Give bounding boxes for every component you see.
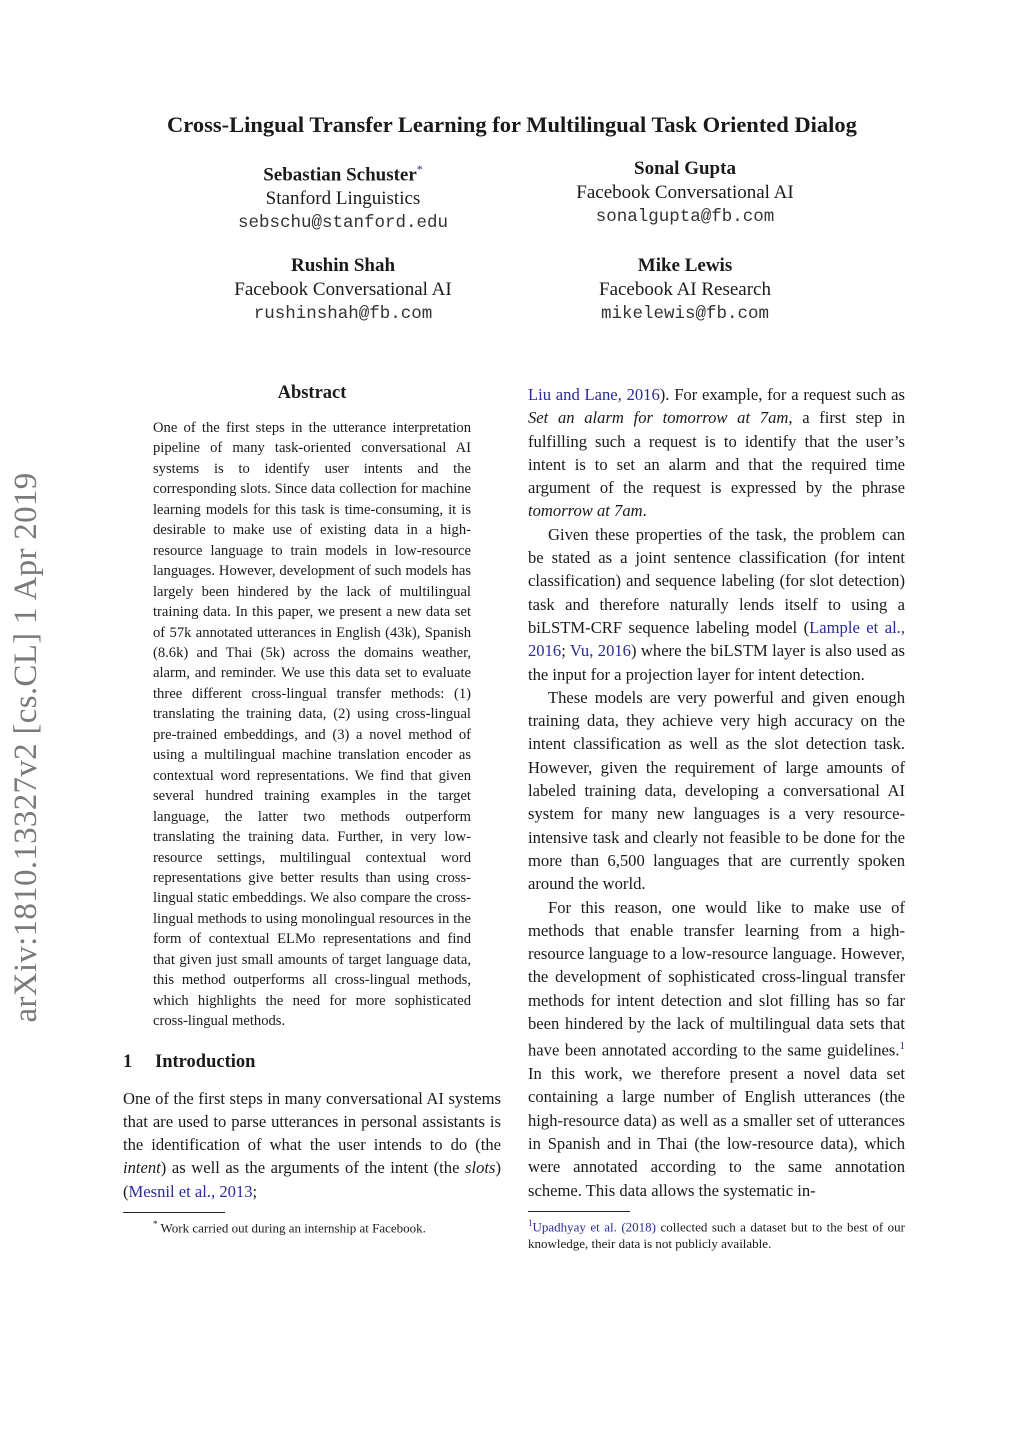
author-name: Rushin Shah xyxy=(290,255,396,276)
abstract-text: One of the first steps in the utterance interpretation pipeline of many task-oriented conversational AI systems is to identify user intents and the corresponding slots. Since data collection for machine learning models for this task is time-consuming, it is desirable to make use of existing data in a high-resource language to train models in low-resource languages. However, development of such models has largely been hindered by the lack of multilingual training data. In this paper, we present a new data set of 57k annotated utterances in English (43k), Spanish (8.6k) and Thai (5k) across the domains weather, alarm, and reminder. We use this data set to evaluate three different cross-lingual transfer methods: (1) translating the training data, (2) using cross-lingual pre-trained embeddings, and (3) a novel method of using a multilingual machine translation encoder as contextual word representations. We find that given several hundred training examples in the target language, the latter two methods outperform translating the training data. Further, in very low-resource settings, multilingual contextual word representations give better results than using cross-lingual static embeddings. We also compare the cross-lingual methods to using monolingual resources in the form of contextual ELMo representations and find that given just small amounts of target language data, this method outperforms all cross-lingual methods, which highlights the need for more sophisticated cross-lingual methods. xyxy=(153,420,471,1030)
footnote-mark: 1 xyxy=(528,1217,533,1228)
author-email[interactable]: mikelewis@fb.com xyxy=(600,304,770,324)
example-utterance: Set an alarm for tomorrow at 7am xyxy=(528,408,789,428)
left-column xyxy=(123,380,501,1236)
footnote: * Work carried out during an internship at Facebook. xyxy=(153,1219,426,1236)
footnote: $^1$Upadhyay et al. (2018) collected such a dataset but to the best of our knowledge, their data is not publicly available. xyxy=(528,1217,906,1252)
author-footnote-mark[interactable]: * xyxy=(416,162,423,176)
term-intent: intent xyxy=(123,1158,161,1178)
arxiv-identifier-stamp: arXiv:1810.13327v2 [cs.CL] 1 Apr 2019 xyxy=(8,472,44,1023)
term-slots: slots xyxy=(465,1158,496,1178)
example-phrase: tomorrow at 7am xyxy=(528,501,643,521)
right-column xyxy=(528,383,905,1252)
author-email[interactable]: sonalgupta@fb.com xyxy=(595,207,775,227)
section-title: Introduction xyxy=(155,1051,256,1072)
footnote-reference[interactable]: 1 xyxy=(899,1040,905,1053)
author-name: Mike Lewis xyxy=(637,255,733,276)
footnote-rule xyxy=(123,1212,225,1213)
author-affiliation: Facebook Conversational AI xyxy=(234,279,452,300)
citation-link[interactable]: Upadhyay et al. (2018) xyxy=(532,1219,657,1235)
intro-paragraph-continued: Liu and Lane, 2016). For example, for a request such as Set an alarm for tomorrow at 7am, a first step in fulfilling such a request is to identify that the user’s intent is to set an alarm and that the required time argument of the request is expressed by the phrase tomorrow at 7am. xyxy=(528,385,905,521)
abstract-heading: Abstract xyxy=(277,383,347,403)
section-heading xyxy=(123,1052,501,1073)
author-name: Sebastian Schuster xyxy=(263,164,417,186)
author-affiliation: Stanford Linguistics xyxy=(265,188,421,210)
author-block xyxy=(475,157,895,229)
author-email[interactable]: sebschu@stanford.edu xyxy=(237,213,449,234)
intro-paragraph: For this reason, one would like to make use of methods that enable transfer learning from a high-resource language to a low-resource language. However, the development of sophisticated cross-lingual transfer methods for intent detection and slot filling has so far been hindered by the lack of multilingual data sets that have been annotated according to the same guidelines.$^1$ In this work, we therefore present a novel data set containing a large number of English utterances (the high-resource data) as well as a smaller set of utterances in Spanish and in Thai (the low-resource data), which were annotated according to the same annotation scheme. This data allows the systematic in- xyxy=(528,897,905,1200)
intro-paragraph: Given these properties of the task, the problem can be stated as a joint sentence classification (for intent classification) and sequence labeling (for slot detection) task and therefore naturally lends itself to using a biLSTM-CRF sequence labeling model (Lample et al., 2016; Vu, 2016) where the biLSTM layer is also used as the input for a projection layer for intent detection. xyxy=(528,524,905,684)
author-name: Sonal Gupta xyxy=(634,158,736,179)
citation-link[interactable]: Liu and Lane, 2016 xyxy=(528,385,660,404)
citation-link[interactable]: Lample et al., 2016 xyxy=(528,617,905,661)
footnote-rule xyxy=(528,1211,630,1212)
author-email[interactable]: rushinshah@fb.com xyxy=(253,304,433,324)
paper-title: Cross-Lingual Transfer Learning for Multilingual Task Oriented Dialog xyxy=(167,112,857,137)
citation-link[interactable]: Mesnil et al., 2013 xyxy=(128,1181,253,1201)
intro-paragraph: One of the first steps in many conversational AI systems that are used to parse utterances in personal assistants is the identification of what the user intends to do (the intent) as well as the arguments of the intent (the slots) (Mesnil et al., 2013; xyxy=(123,1088,501,1201)
author-block xyxy=(475,254,895,326)
author-affiliation: Facebook AI Research xyxy=(599,279,771,300)
author-affiliation: Facebook Conversational AI xyxy=(576,182,794,203)
intro-paragraph: These models are very powerful and given enough training data, they achieve very high accuracy on the intent classification as well as the slot detection task. However, given the requirement of large amounts of labeled training data, developing a conversational AI system for many new languages is a very resource-intensive task and clearly not feasible to be done for the more than 6,500 languages that are currently spoken around the world. xyxy=(528,687,905,894)
footnote-mark: * xyxy=(153,1219,158,1230)
citation-link[interactable]: Vu, 2016 xyxy=(569,641,631,661)
section-number: 1 xyxy=(123,1051,133,1072)
